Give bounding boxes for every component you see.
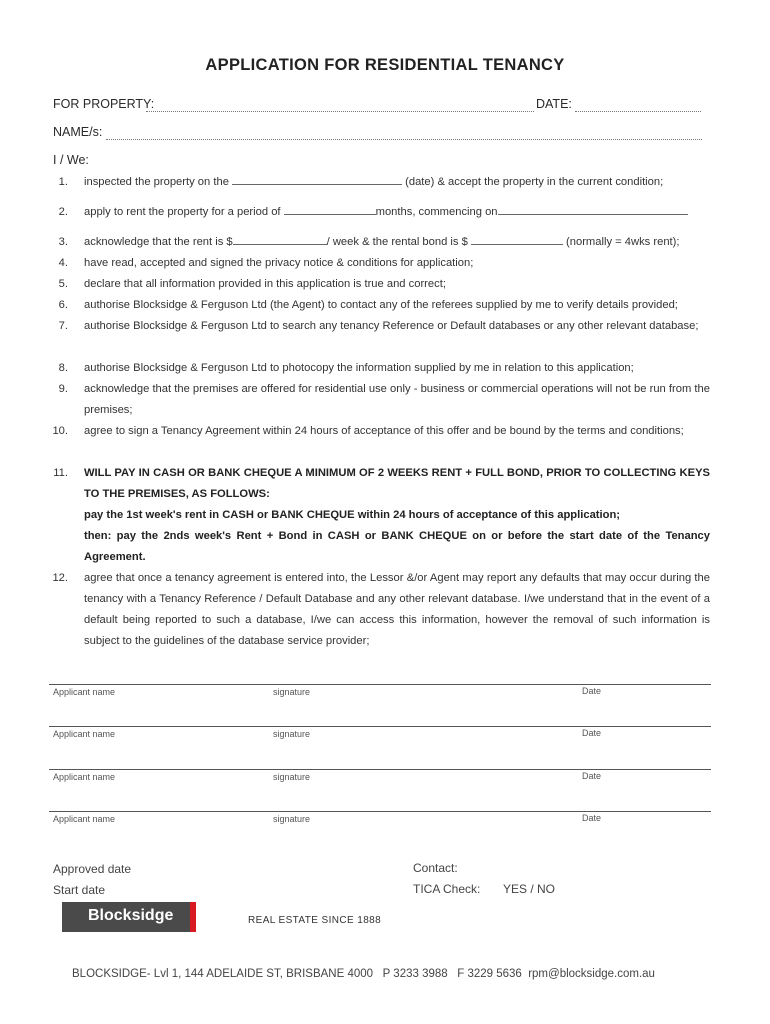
item-number: 9. [58,383,68,395]
item-1-text-a: inspected the property on the [84,176,229,188]
item-5: declare that all information provided in this application is true and correct; [84,278,446,290]
item-number: 11. [53,467,68,479]
date-label: Date [582,686,602,696]
footer-contact: BLOCKSIDGE- Lvl 1, 144 ADELAIDE ST, BRISBANE 4000 P 3233 3988 F 3229 5636 rpm@blocksidge.com.au [72,968,655,980]
date-label: Date [582,771,602,781]
signature-line[interactable] [49,769,711,770]
item-number: 12. [52,572,68,584]
signature-line[interactable] [49,684,711,685]
item-number: 6. [58,299,68,311]
applicant-name-label: Applicant name [53,729,116,739]
item-11-sub-1: pay the 1st week's rent in CASH or BANK CHEQUE within 24 hours of acceptance of this application; [84,509,621,521]
item-10: agree to sign a Tenancy Agreement within 24 hours of acceptance of this offer and be bound by the terms and conditions; [84,425,684,437]
rent-amount-field[interactable] [233,233,327,245]
date-field[interactable] [575,111,701,112]
applicant-name-label: Applicant name [53,687,116,697]
item-3-text-b: / week & the rental bond is $ [326,236,468,248]
tica-check-label: TICA Check: [413,882,481,896]
date-label: Date [582,813,602,823]
item-2-text-a: apply to rent the property for a period of [84,206,281,218]
logo-text: Blocksidge [88,907,174,924]
property-label: FOR PROPERTY: [53,97,155,111]
contact-label: Contact: [413,861,458,875]
item-2 [84,202,710,223]
date-label: Date [582,728,602,738]
item-12: agree that once a tenancy agreement is entered into, the Lessor &/or Agent may report any defaults that may occur during the tenancy with a Tenancy Reference / Default Database and any other relevant database. I/we understand that in the event of a default being reported to such a database, I/we can access this information, however the removal of such information is subject to the guidelines of the database service provider; [84,572,710,647]
item-7: authorise Blocksidge & Ferguson Ltd to search any tenancy Reference or Default databases or any other relevant database; [84,320,699,332]
signature-label: signature [273,814,311,824]
item-3-text-c: (normally = 4wks rent); [566,236,680,248]
item-number: 8. [58,362,68,374]
approved-date-label: Approved date [53,862,132,876]
bond-amount-field[interactable] [471,233,563,245]
signature-line[interactable] [49,726,711,727]
item-2-text-b: months, commencing on [375,206,498,218]
inspection-date-field[interactable] [232,173,402,185]
signature-label: signature [273,729,311,739]
item-number: 2. [58,206,68,218]
item-number: 3. [58,236,68,248]
signature-line[interactable] [49,811,711,812]
commencing-date-field[interactable] [498,203,688,215]
logo-accent [190,902,196,932]
blocksidge-logo [62,902,196,932]
item-1-text-b: (date) & accept the property in the current condition; [405,176,664,188]
applicant-name-label: Applicant name [53,814,116,824]
item-number: 4. [58,257,68,269]
iwe-label: I / We: [53,153,89,167]
names-field[interactable] [106,139,702,140]
item-6: authorise Blocksidge & Ferguson Ltd (the Agent) to contact any of the referees supplied by me to verify details provided; [84,299,678,311]
start-date-label: Start date [53,883,106,897]
signature-label: signature [273,687,311,697]
item-number: 1. [58,176,68,188]
tagline: REAL ESTATE SINCE 1888 [248,915,382,926]
item-3 [84,232,710,253]
item-number: 5. [58,278,68,290]
date-label: DATE: [536,97,572,111]
page-title: APPLICATION FOR RESIDENTIAL TENANCY [205,56,565,74]
names-label: NAME/s: [53,125,103,139]
applicant-name-label: Applicant name [53,772,116,782]
tica-yes-no[interactable]: YES / NO [503,882,556,896]
item-number: 7. [58,320,68,332]
item-11: WILL PAY IN CASH OR BANK CHEQUE A MINIMUM OF 2 WEEKS RENT + FULL BOND, PRIOR TO COLLECTING KEYS TO THE PREMISES, AS FOLLOWS: [84,467,710,500]
item-4: have read, accepted and signed the privacy notice & conditions for application; [84,257,474,269]
signature-label: signature [273,772,311,782]
item-8: authorise Blocksidge & Ferguson Ltd to photocopy the information supplied by me in relation to this application; [84,362,634,374]
lease-period-field[interactable] [284,203,376,215]
item-9: acknowledge that the premises are offered for residential use only - business or commercial operations will not be run from the premises; [84,383,710,416]
item-1 [84,172,710,193]
item-11-sub-2: then: pay the 2nds week's Rent + Bond in CASH or BANK CHEQUE on or before the start date of the Tenancy Agreement. [84,530,710,563]
property-field[interactable] [146,111,534,112]
item-3-text-a: acknowledge that the rent is $ [84,236,233,248]
item-number: 10. [52,425,68,437]
